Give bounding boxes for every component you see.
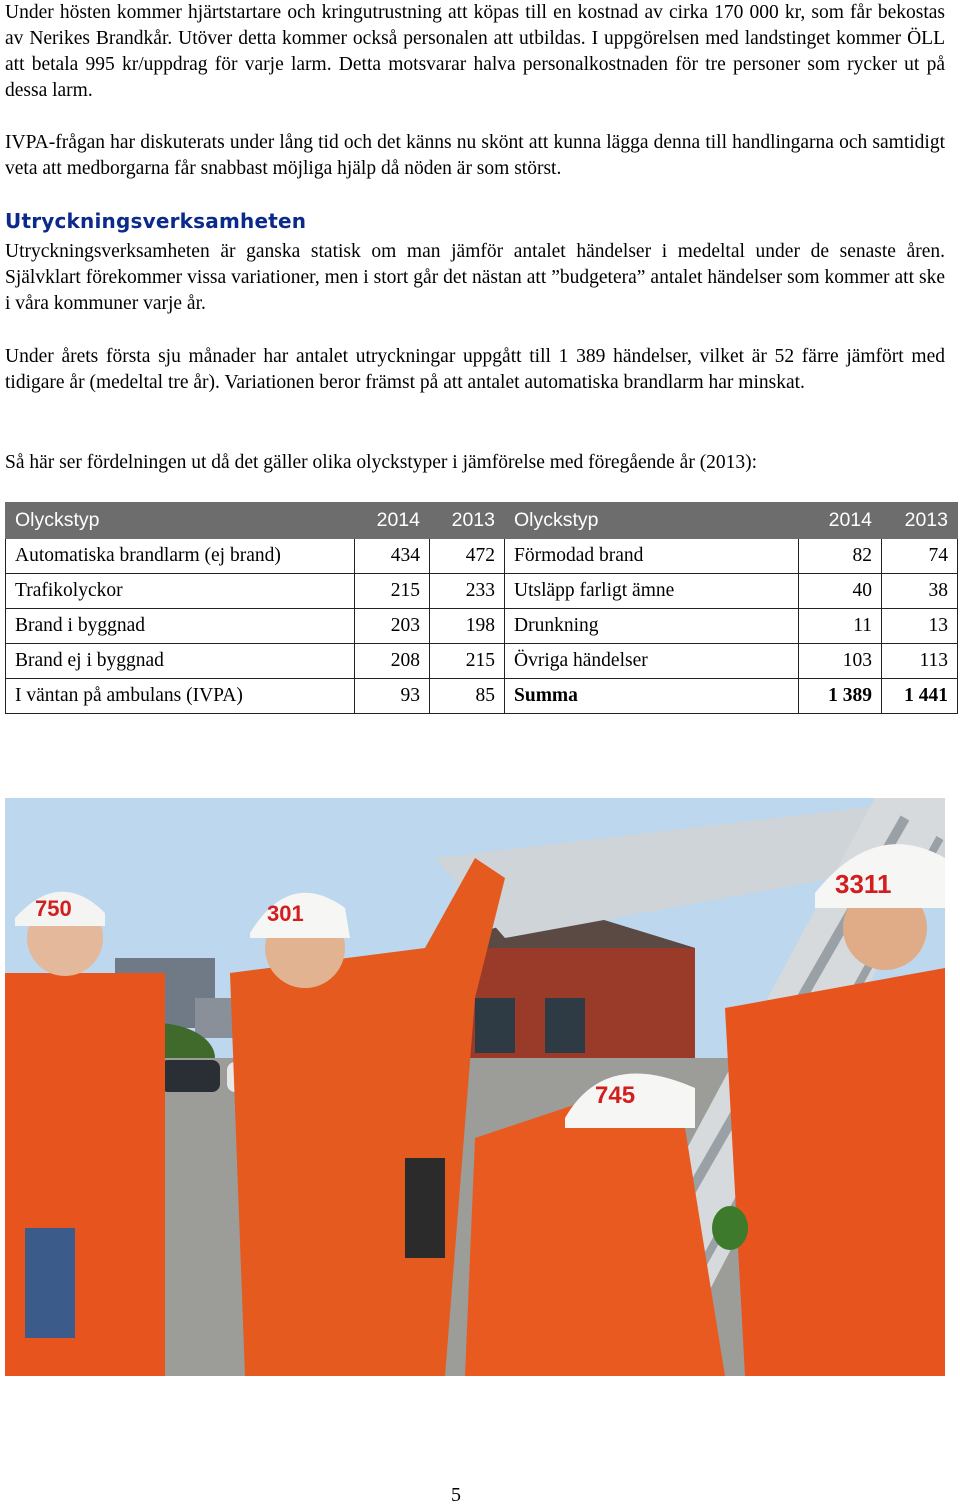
table-cell: 93: [355, 679, 430, 714]
table-cell: 472: [430, 539, 505, 574]
table-cell: Brand i byggnad: [6, 609, 355, 644]
table-cell: 85: [430, 679, 505, 714]
table-cell: Drunkning: [505, 609, 799, 644]
header-cell: 2014: [799, 503, 882, 539]
table-cell: 203: [355, 609, 430, 644]
table-cell: Brand ej i byggnad: [6, 644, 355, 679]
car: [160, 1060, 220, 1092]
header-cell: 2013: [430, 503, 505, 539]
table-cell: 82: [799, 539, 882, 574]
helmet-number: 750: [35, 896, 72, 921]
section-heading: Utryckningsverksamheten: [5, 209, 307, 233]
table-row: [6, 539, 958, 574]
paragraph-ivpa: IVPA-frågan har diskuterats under lång tid och det känns nu skönt att kunna lägga denna till handlingarna och samtidigt veta att medborgarna får snabbast möjliga hjälp då nöden är som störst.: [5, 132, 945, 179]
page-number: 5: [451, 1484, 461, 1506]
helmet-number: 3311: [835, 869, 892, 899]
table-cell: 103: [799, 644, 882, 679]
window: [475, 998, 515, 1053]
header-cell: 2014: [355, 503, 430, 539]
header-cell: 2013: [882, 503, 958, 539]
paragraph-utryckning-count: Under årets första sju månader har antalet utryckningar uppgått till 1 389 händelser, vilket är 52 färre jämfört med tidigare år (medeltal tre år). Variationen beror främst på att antalet automatiska brandlarm har minskat.: [5, 346, 945, 393]
table-cell: Utsläpp farligt ämne: [505, 574, 799, 609]
table-cell: 215: [430, 644, 505, 679]
table-cell: 74: [882, 539, 958, 574]
table-cell-sum: 1 441: [882, 679, 958, 714]
table-cell: I väntan på ambulans (IVPA): [6, 679, 355, 714]
table-cell: Förmodad brand: [505, 539, 799, 574]
table-row: [6, 679, 958, 714]
helmet-number: 301: [267, 901, 304, 926]
incident-type-table: [5, 502, 958, 714]
table-cell: 198: [430, 609, 505, 644]
table-cell: Automatiska brandlarm (ej brand): [6, 539, 355, 574]
paragraph-table-intro: Så här ser fördelningen ut då det gäller olika olyckstyper i jämförelse med föregående år (2013):: [5, 452, 758, 473]
header-cell: Olyckstyp: [505, 503, 799, 539]
table-cell: 208: [355, 644, 430, 679]
table-cell: 40: [799, 574, 882, 609]
header-cell: Olyckstyp: [6, 503, 355, 539]
firefighters-photo: [5, 798, 945, 1376]
table-row: [6, 644, 958, 679]
helmet-number: 745: [595, 1082, 636, 1109]
table-cell: 434: [355, 539, 430, 574]
window: [545, 998, 585, 1053]
table-cell: 113: [882, 644, 958, 679]
paragraph-defibrillator-cost: Under hösten kommer hjärtstartare och kringutrustning att köpas till en kostnad av cirka 170 000 kr, som får bekostas av Nerikes Brandkår. Utöver detta kommer också personalen att utbildas. I uppgörelsen med landstinget kommer ÖLL att betala 995 kr/uppdrag för varje larm. Detta motsvarar halva personalkostnaden för tre personer som rycker ut på dessa larm.: [5, 2, 945, 101]
table-cell: 215: [355, 574, 430, 609]
table-cell: Övriga händelser: [505, 644, 799, 679]
table-cell-sum-label: Summa: [505, 679, 799, 714]
table-row: [6, 609, 958, 644]
table-row: [6, 574, 958, 609]
table-header-row: [6, 503, 958, 539]
table-cell-sum: 1 389: [799, 679, 882, 714]
table-cell: 13: [882, 609, 958, 644]
table-cell: 233: [430, 574, 505, 609]
paragraph-utryckning-intro: Utryckningsverksamheten är ganska statisk om man jämför antalet händelser i medeltal under de senaste åren. Självklart förekommer vissa variationer, men i stort går det nästan att ”budgetera” antalet händelser som kommer att ske i våra kommuner varje år.: [5, 241, 945, 314]
table-cell: 11: [799, 609, 882, 644]
table-cell: 38: [882, 574, 958, 609]
table-cell: Trafikolyckor: [6, 574, 355, 609]
